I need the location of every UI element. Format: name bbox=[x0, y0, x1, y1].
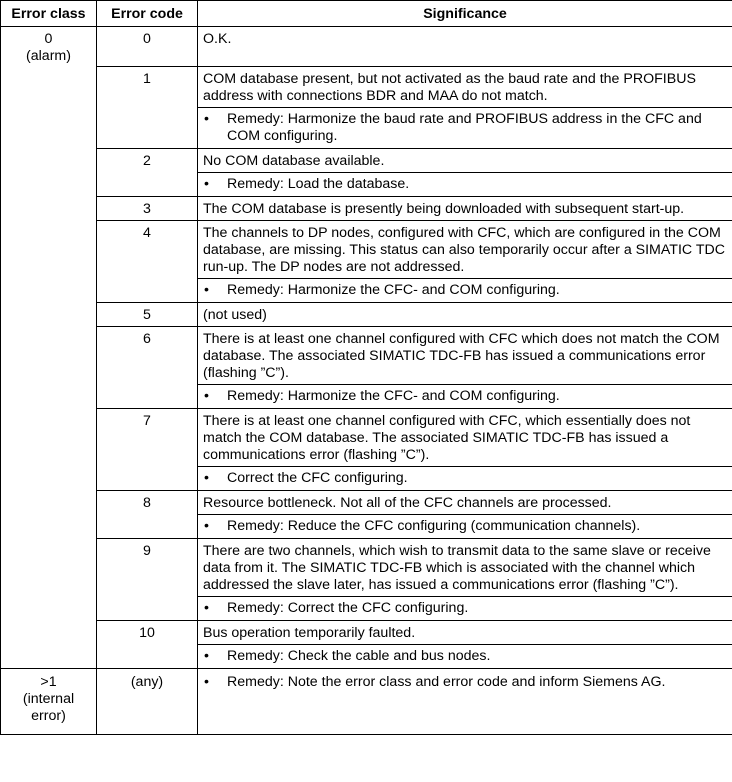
error-code-cell: (any) bbox=[97, 669, 198, 735]
table-row bbox=[1, 539, 732, 597]
bullet-icon: • bbox=[204, 600, 209, 616]
remedy-cell bbox=[198, 173, 732, 197]
remedy-text: Remedy: Harmonize the baud rate and PROFIBUS address in the CFC and COM configuring. bbox=[227, 111, 702, 144]
significance-cell: The COM database is presently being downloaded with subsequent start-up. bbox=[198, 197, 732, 221]
error-code-cell: 0 bbox=[97, 27, 198, 67]
significance-cell: O.K. bbox=[198, 27, 732, 67]
error-class-number: >1 bbox=[40, 674, 57, 690]
header-significance: Significance bbox=[198, 1, 732, 27]
error-class-label: (alarm) bbox=[26, 48, 71, 64]
remedy-text: Remedy: Check the cable and bus nodes. bbox=[227, 648, 491, 664]
error-class-alarm-cell bbox=[1, 27, 97, 669]
error-class-internal-cell bbox=[1, 669, 97, 735]
table-row bbox=[1, 67, 732, 108]
table-row bbox=[1, 409, 732, 467]
significance-cell: Bus operation temporarily faulted. bbox=[198, 621, 732, 645]
significance-cell: Resource bottleneck. Not all of the CFC channels are processed. bbox=[198, 491, 732, 515]
error-code-cell: 10 bbox=[97, 621, 198, 669]
remedy-text: Remedy: Harmonize the CFC- and COM configuring. bbox=[227, 388, 560, 404]
bullet-icon: • bbox=[204, 111, 209, 127]
header-error-class: Error class bbox=[1, 1, 97, 27]
remedy-cell bbox=[198, 385, 732, 409]
remedy-cell bbox=[198, 597, 732, 621]
error-class-label: (internal bbox=[22, 691, 75, 707]
table-row bbox=[1, 327, 732, 385]
significance-cell: There is at least one channel configured with CFC which does not match the COM database. The associated SIMATIC TDC-FB has issued a communications error (flashing ”C”). bbox=[198, 327, 732, 385]
error-class-number: 0 bbox=[44, 31, 53, 47]
remedy-text: Remedy: Reduce the CFC configuring (communication channels). bbox=[227, 518, 641, 534]
remedy-cell bbox=[198, 515, 732, 539]
error-code-cell: 4 bbox=[97, 221, 198, 303]
remedy-text: Remedy: Load the database. bbox=[227, 176, 410, 192]
bullet-icon: • bbox=[204, 282, 209, 298]
table-row bbox=[1, 669, 732, 735]
remedy-text: Remedy: Note the error class and error code and inform Siemens AG. bbox=[227, 674, 666, 690]
remedy-cell bbox=[198, 467, 732, 491]
remedy-text: Remedy: Correct the CFC configuring. bbox=[227, 600, 469, 616]
error-code-cell: 1 bbox=[97, 67, 198, 149]
error-code-cell: 8 bbox=[97, 491, 198, 539]
table-row bbox=[1, 491, 732, 515]
significance-cell: The channels to DP nodes, configured with CFC, which are configured in the COM database, are missing. This status can also temporarily occur after a SIMATIC TDC run-up. The DP nodes are not addressed. bbox=[198, 221, 732, 279]
significance-cell: COM database present, but not activated as the baud rate and the PROFIBUS address with connections BDR and MAA do not match. bbox=[198, 67, 732, 108]
error-code-cell: 3 bbox=[97, 197, 198, 221]
header-row bbox=[1, 1, 732, 27]
header-error-code: Error code bbox=[97, 1, 198, 27]
remedy-cell bbox=[198, 108, 732, 149]
remedy-cell bbox=[198, 669, 732, 735]
table-row bbox=[1, 149, 732, 173]
table-row bbox=[1, 621, 732, 645]
table-row bbox=[1, 27, 732, 67]
bullet-icon: • bbox=[204, 648, 209, 664]
bullet-icon: • bbox=[204, 388, 209, 404]
error-code-cell: 2 bbox=[97, 149, 198, 197]
error-code-cell: 9 bbox=[97, 539, 198, 621]
remedy-cell bbox=[198, 645, 732, 669]
table-row bbox=[1, 221, 732, 279]
remedy-cell bbox=[198, 279, 732, 303]
error-class-label: error) bbox=[31, 708, 66, 724]
remedy-text: Remedy: Harmonize the CFC- and COM configuring. bbox=[227, 282, 560, 298]
bullet-icon: • bbox=[204, 470, 209, 486]
error-code-cell: 6 bbox=[97, 327, 198, 409]
bullet-icon: • bbox=[204, 518, 209, 534]
table-row bbox=[1, 303, 732, 327]
significance-cell: There is at least one channel configured with CFC, which essentially does not match the COM database. The associated SIMATIC TDC-FB has issued a communications error (flashing ”C”). bbox=[198, 409, 732, 467]
bullet-icon: • bbox=[204, 176, 209, 192]
error-code-cell: 7 bbox=[97, 409, 198, 491]
significance-cell: There are two channels, which wish to transmit data to the same slave or receive data from it. The SIMATIC TDC-FB which is associated with the channel which addressed the slave later, has issued a communications error (flashing ”C”). bbox=[198, 539, 732, 597]
significance-cell: (not used) bbox=[198, 303, 732, 327]
bullet-icon: • bbox=[204, 674, 209, 690]
significance-cell: No COM database available. bbox=[198, 149, 732, 173]
remedy-text: Correct the CFC configuring. bbox=[227, 470, 408, 486]
error-code-cell: 5 bbox=[97, 303, 198, 327]
table-row bbox=[1, 197, 732, 221]
